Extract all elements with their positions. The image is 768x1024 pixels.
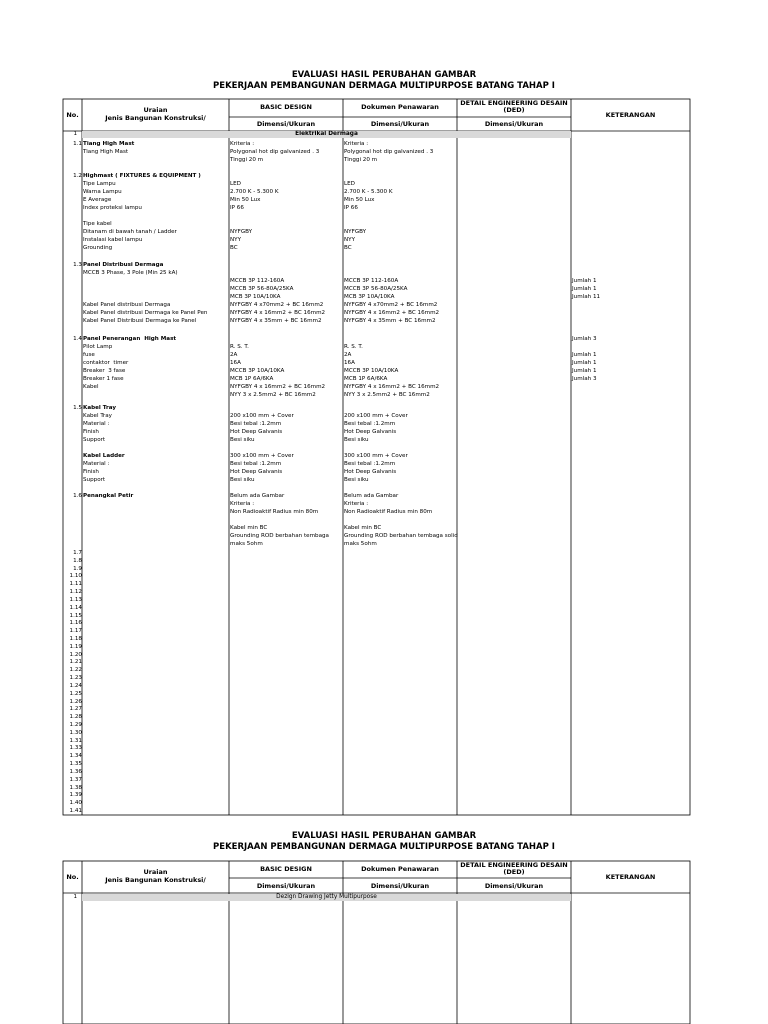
- dokumen-line: MCCB 3P 10A/10KA: [344, 368, 399, 375]
- dokumen-line: MCCB 3P 56-80A/25KA: [344, 286, 408, 293]
- header-jenis: Jenis Bangunan Konstruksi/: [105, 114, 206, 122]
- dokumen-line: Belum ada Gambar: [344, 493, 399, 499]
- uraian-line: Tipe Lampu: [83, 181, 116, 188]
- uraian-line: contaktor timer: [83, 360, 129, 367]
- item-number: 1.1: [73, 141, 82, 147]
- item-number: 1.7: [73, 550, 82, 556]
- header-no: No.: [66, 111, 79, 119]
- item-number: 1.21: [69, 659, 82, 666]
- item-number: 1.13: [69, 596, 82, 603]
- uraian-line: Kabel Tray: [83, 413, 112, 420]
- dokumen-line: MCB 1P 6A/6KA: [344, 376, 388, 383]
- item-number: 1.24: [69, 682, 82, 689]
- uraian-line: MCCB 3 Phase, 3 Pole (Min 25 kA): [83, 270, 178, 277]
- dokumen-line: NYY 3 x 2.5mm2 + BC 16mm2: [344, 392, 430, 399]
- item-number: 1.28: [69, 714, 82, 721]
- basic-design-line: Kriteria :: [230, 501, 255, 508]
- basic-design-line: MCCB 3P 10A/10KA: [230, 368, 285, 375]
- dokumen-line: IP 66: [344, 205, 358, 212]
- header-keterangan: KETERANGAN: [605, 111, 656, 119]
- uraian-line: Grounding: [83, 245, 113, 252]
- basic-design-line: Hot Deep Galvanis: [230, 429, 283, 436]
- dokumen-line: Hot Deep Galvanis: [344, 469, 397, 476]
- band-number-2: 1: [73, 894, 77, 900]
- uraian-line: Tiang High Mast: [83, 141, 135, 147]
- basic-design-line: Besi tebal :1.2mm: [230, 421, 282, 428]
- uraian-line: Instalasi kabel lampu: [83, 237, 143, 244]
- basic-design-line: LED: [230, 181, 241, 188]
- uraian-line: Penangkal Petir: [83, 493, 134, 499]
- item-number: 1.16: [69, 620, 82, 627]
- uraian-line: Panel Distribusi Dermaga: [83, 262, 164, 268]
- basic-design-line: 300 x100 mm + Cover: [230, 453, 294, 460]
- basic-design-line: Belum ada Gambar: [230, 493, 285, 499]
- dokumen-line: NYY: [344, 237, 356, 244]
- item-number: 1.41: [69, 808, 82, 814]
- item-number: 1.27: [69, 706, 82, 713]
- basic-design-line: Polygonal hot dip galvanized . 3: [230, 149, 320, 156]
- uraian-line: Kabel Panel Distribusi Dermaga ke Panel: [83, 318, 197, 325]
- item-number: 1.33: [69, 745, 82, 752]
- basic-design-line: NYFGBY 4 x 16mm2 + BC 16mm2: [230, 384, 326, 391]
- uraian-line: Kabel: [83, 384, 99, 391]
- item-number: 1.23: [69, 675, 82, 682]
- basic-design-line: 200 x100 mm + Cover: [230, 413, 294, 420]
- basic-design-line: NYFGBY 4 x 35mm + BC 16mm2: [230, 318, 322, 325]
- basic-design-line: NYFGBY: [230, 229, 253, 236]
- dokumen-line: Besi tebal :1.2mm: [344, 461, 396, 468]
- uraian-line: fuse: [83, 352, 95, 359]
- uraian-line: Kabel Panel distribusi Dermaga: [83, 302, 171, 309]
- uraian-line: Material :: [83, 421, 110, 428]
- basic-design-line: NYFGBY 4 x 16mm2 + BC 16mm2: [230, 310, 326, 317]
- basic-design-line: NYFGBY 4 x70mm2 + BC 16mm2: [230, 302, 324, 309]
- header-uraian: Uraian: [143, 106, 168, 114]
- dokumen-line: 200 x100 mm + Cover: [344, 413, 408, 420]
- header-dimensi-basic-2: Dimensi/Ukuran: [256, 882, 316, 890]
- uraian-line: Panel Penerangan High Mast: [83, 336, 177, 342]
- header-no-2: No.: [66, 873, 79, 881]
- basic-design-line: 2.700 K - 5.300 K: [230, 189, 279, 196]
- item-number: 1.3: [73, 262, 82, 268]
- uraian-line: Pilot Lamp: [83, 344, 113, 351]
- item-number: 1.20: [69, 651, 82, 658]
- basic-design-line: Kriteria :: [230, 141, 255, 147]
- item-number: 1.29: [69, 722, 82, 728]
- item-number: 1.31: [69, 737, 82, 744]
- basic-design-line: MCCB 3P 112-160A: [230, 278, 285, 285]
- uraian-line: Kabel Ladder: [83, 453, 125, 460]
- basic-design-line: Hot Deep Galvanis: [230, 469, 283, 476]
- item-number: 1.38: [69, 784, 82, 791]
- header-dokumen-penawaran-2: Dokumen Penawaran: [361, 865, 439, 873]
- basic-design-line: Besi siku: [230, 477, 255, 484]
- item-number: 1.30: [69, 729, 82, 736]
- dokumen-line: LED: [344, 181, 355, 188]
- item-number: 1.22: [69, 667, 82, 674]
- dokumen-line: NYFGBY 4 x 16mm2 + BC 16mm2: [344, 310, 440, 317]
- dokumen-line: NYFGBY 4 x 16mm2 + BC 16mm2: [344, 384, 440, 391]
- keterangan-line: Jumlah 1: [572, 360, 597, 367]
- basic-design-line: Kabel min BC: [230, 525, 268, 532]
- basic-design-line: 2A: [230, 352, 238, 359]
- dokumen-line: BC: [344, 245, 352, 252]
- dokumen-line: Kriteria :: [344, 141, 369, 147]
- dokumen-line: 2A: [344, 352, 352, 359]
- dokumen-line: Polygonal hot dip galvanized . 3: [344, 149, 434, 156]
- header-ded-2: DETAIL ENGINEERING DESAIN (DED): [460, 861, 568, 876]
- basic-design-line: NYY: [230, 237, 242, 244]
- dokumen-line: Besi siku: [344, 437, 369, 444]
- header-uraian-2: Uraian: [143, 868, 168, 876]
- keterangan-line: Jumlah 11: [572, 294, 601, 301]
- dokumen-line: MCCB 3P 112-160A: [344, 278, 399, 285]
- dokumen-line: NYFGBY: [344, 229, 367, 236]
- item-number: 1.39: [69, 792, 82, 799]
- header-dimensi-dokumen-2: Dimensi/Ukuran: [370, 882, 430, 890]
- keterangan-line: Jumlah 1: [572, 278, 597, 285]
- dokumen-line: Non Radioaktif Radius min 80m: [344, 509, 433, 516]
- keterangan-line: Jumlah 1: [572, 352, 597, 359]
- keterangan-line: Jumlah 3: [572, 376, 597, 383]
- page-title-2: EVALUASI HASIL PERUBAHAN GAMBAR: [291, 831, 477, 841]
- section-band-dezign: Dezign Drawing Jetty Multipurpose: [82, 894, 571, 901]
- dokumen-line: Kabel min BC: [344, 525, 382, 532]
- item-number: 1.8: [73, 557, 82, 564]
- item-number: 1.5: [73, 405, 82, 411]
- page-title-1: EVALUASI HASIL PERUBAHAN GAMBAR: [291, 70, 477, 80]
- item-number: 1.37: [69, 776, 82, 783]
- keterangan-line: Jumlah 1: [572, 286, 597, 293]
- header-jenis-2: Jenis Bangunan Konstruksi/: [105, 876, 206, 884]
- item-number: 1.6: [73, 493, 82, 499]
- header-basic-design-2: BASIC DESIGN: [260, 865, 312, 873]
- item-number: 1.10: [69, 573, 82, 580]
- band-number: 1: [73, 131, 77, 137]
- uraian-line: E Average: [83, 197, 112, 204]
- basic-design-line: Tinggi 20 m: [230, 157, 264, 164]
- uraian-line: Tiang High Mast: [83, 149, 129, 156]
- uraian-line: Highmast ( FIXTURES & EQUIPMENT ): [83, 173, 201, 179]
- basic-design-line: 16A: [230, 360, 241, 367]
- item-number: 1.11: [69, 581, 82, 588]
- keterangan-line: Jumlah 3: [572, 336, 597, 342]
- header-dimensi-dokumen: Dimensi/Ukuran: [370, 120, 430, 128]
- uraian-line: Kabel Tray: [83, 405, 116, 411]
- uraian-line: Tipe kabel: [83, 221, 112, 228]
- dokumen-line: 2.700 K - 5.300 K: [344, 189, 393, 196]
- page-subtitle-2: PEKERJAAN PEMBANGUNAN DERMAGA MULTIPURPOSE BATANG TAHAP I: [213, 842, 555, 852]
- basic-design-line: MCCB 3P 56-80A/25KA: [230, 286, 294, 293]
- uraian-line: Kabel Panel distribusi Dermaga ke Panel Pen: [83, 310, 208, 317]
- basic-design-line: Non Radioaktif Radius min 80m: [230, 509, 319, 516]
- dokumen-line: 16A: [344, 360, 355, 367]
- item-number: 1.19: [69, 643, 82, 650]
- basic-design-line: Grounding ROD berbahan tembaga: [230, 533, 329, 540]
- item-number: 1.35: [69, 761, 82, 768]
- dokumen-line: R. S. T.: [344, 344, 363, 351]
- keterangan-line: Jumlah 1: [572, 368, 597, 375]
- header-basic-design: BASIC DESIGN: [260, 103, 312, 111]
- dokumen-line: Tinggi 20 m: [344, 157, 378, 164]
- dokumen-line: Hot Deep Galvanis: [344, 429, 397, 436]
- uraian-line: Ditanam di bawah tanah / Ladder: [83, 229, 177, 236]
- basic-design-line: BC: [230, 245, 238, 252]
- item-number: 1.25: [69, 690, 82, 697]
- item-number: 1.17: [69, 628, 82, 635]
- uraian-line: Finish: [83, 429, 99, 436]
- basic-design-line: maks 5ohm: [230, 541, 263, 548]
- item-number: 1.4: [73, 336, 82, 342]
- uraian-line: Warna Lampu: [83, 189, 122, 196]
- basic-design-line: R. S. T.: [230, 344, 249, 351]
- dokumen-line: Kriteria :: [344, 501, 369, 508]
- header-keterangan-2: KETERANGAN: [605, 873, 656, 881]
- uraian-line: Finish: [83, 469, 99, 476]
- uraian-line: Support: [83, 477, 106, 484]
- item-number: 1.2: [73, 173, 82, 179]
- uraian-line: Breaker 1 fase: [83, 376, 124, 383]
- item-number: 1.18: [69, 636, 82, 642]
- uraian-line: Material :: [83, 461, 110, 468]
- basic-design-line: NYY 3 x 2.5mm2 + BC 16mm2: [230, 392, 316, 399]
- basic-design-line: Besi siku: [230, 437, 255, 444]
- item-number: 1.14: [69, 604, 82, 611]
- dokumen-line: NYFGBY 4 x 35mm + BC 16mm2: [344, 318, 436, 325]
- dokumen-line: Besi siku: [344, 477, 369, 484]
- uraian-line: Breaker 3 fase: [83, 368, 126, 375]
- item-number: 1.40: [69, 800, 82, 807]
- dokumen-line: Min 50 Lux: [344, 197, 375, 204]
- basic-design-line: MCB 1P 6A/6KA: [230, 376, 274, 383]
- dokumen-line: 300 x100 mm + Cover: [344, 453, 408, 460]
- uraian-line: Index proteksi lampu: [83, 205, 142, 212]
- header-ded: DETAIL ENGINEERING DESAIN (DED): [460, 99, 568, 114]
- header-dimensi-basic: Dimensi/Ukuran: [256, 120, 316, 128]
- item-number: 1.26: [69, 698, 82, 705]
- header-dimensi-ded: Dimensi/Ukuran: [484, 120, 544, 128]
- basic-design-line: Min 50 Lux: [230, 197, 261, 204]
- item-number: 1.12: [69, 589, 82, 596]
- basic-design-line: Besi tebal :1.2mm: [230, 461, 282, 468]
- item-number: 1.15: [69, 612, 82, 619]
- item-number: 1.34: [69, 753, 82, 760]
- basic-design-line: IP 66: [230, 205, 244, 212]
- uraian-line: Support: [83, 437, 106, 444]
- section-band-elektrikal: Elektrikal Dermaga: [82, 131, 571, 138]
- header-dokumen-penawaran: Dokumen Penawaran: [361, 103, 439, 111]
- dokumen-line: maks 5ohm: [344, 541, 377, 548]
- basic-design-line: MCB 3P 10A/10KA: [230, 294, 281, 301]
- dokumen-line: Besi tebal :1.2mm: [344, 421, 396, 428]
- item-number: 1.9: [73, 565, 82, 572]
- header-dimensi-ded-2: Dimensi/Ukuran: [484, 882, 544, 890]
- dokumen-line: NYFGBY 4 x70mm2 + BC 16mm2: [344, 302, 438, 309]
- dokumen-line: MCB 3P 10A/10KA: [344, 294, 395, 301]
- page-subtitle-1: PEKERJAAN PEMBANGUNAN DERMAGA MULTIPURPOSE BATANG TAHAP I: [213, 81, 555, 91]
- item-number: 1.36: [69, 768, 82, 775]
- dokumen-line: Grounding ROD berbahan tembaga solid: [344, 533, 458, 540]
